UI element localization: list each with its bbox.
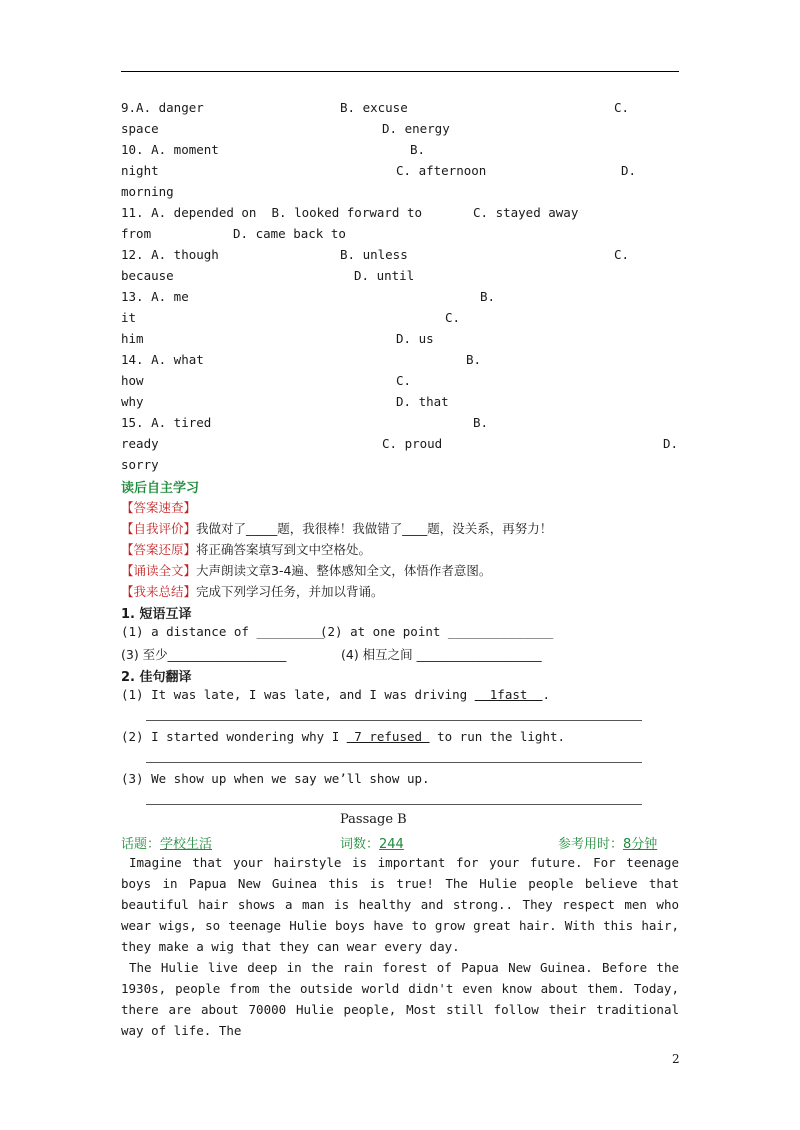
recite-text: 大声朗读文章3-4遍、整体感知全文，体悟作者意图。 (196, 563, 492, 578)
q14-c-text: why (121, 394, 144, 409)
word-count (340, 833, 404, 852)
topic-label: 话题： (121, 837, 161, 852)
header-rule (121, 71, 679, 72)
q12-c-text: because (121, 268, 174, 283)
q13-b: B. (480, 289, 496, 304)
passage-body (121, 852, 679, 1041)
sentence-2 (121, 729, 565, 744)
q14-b: B. (466, 352, 482, 367)
phrase-2: (2) at one point ______________ (320, 624, 554, 639)
part1-title: 1. 短语互译 (121, 607, 192, 622)
topic (121, 833, 212, 852)
q10-b: B. (410, 142, 426, 157)
q12-d: D. until (354, 268, 415, 283)
q9-c-text: space (121, 121, 159, 136)
q14-b-text: how (121, 373, 144, 388)
q15-b-text: ready (121, 436, 159, 451)
sentence-2-text: (2) I started wondering why I (121, 729, 347, 744)
self-eval-tag: 【自我评价】 (121, 521, 197, 536)
q11-c-text: from (121, 226, 152, 241)
self-eval-text: 我做对了_____题，我很棒！我做错了____题，没关系，再努力！ (196, 521, 553, 536)
q12-c: C. (614, 247, 630, 262)
q11-d: D. came back to (233, 226, 346, 241)
summary-text: 完成下列学习任务，并加以背诵。 (196, 584, 384, 599)
q10-d: D. (621, 163, 637, 178)
recite-row (121, 561, 491, 579)
sentence-1-text: (1) It was late, I was late, and I was driving (121, 687, 475, 702)
topic-value: 学校生活 (160, 837, 213, 852)
q14-c: C. (396, 373, 412, 388)
part2-title: 2. 佳句翻译 (121, 670, 192, 685)
answer-check-tag: 【答案速查】 (121, 500, 197, 515)
q11-ab: 11. A. depended on B. looked forward to (121, 205, 423, 220)
q10-a: 10. A. moment (121, 142, 219, 157)
sentence-1-answer: 1fast (474, 687, 543, 702)
q10-c: C. afternoon (396, 163, 487, 178)
q13-b-text: it (121, 310, 137, 325)
q13-a: 13. A. me (121, 289, 189, 304)
translation-line-3 (146, 804, 642, 805)
sentence-2-answer: 7 refused (346, 729, 430, 744)
passage-paragraph-2: The Hulie live deep in the rain forest of Papua New Guinea. Before the 1930s, people from the outside world didn't even know about them. Today, there are about 70000 Hulie people, Most still follow their traditional way of life. The (121, 960, 679, 1038)
recite-tag: 【诵读全文】 (121, 563, 197, 578)
page-number: 2 (672, 1052, 680, 1066)
q14-d: D. that (396, 394, 449, 409)
q12-a: 12. A. though (121, 247, 219, 262)
translation-line-1 (146, 720, 642, 721)
q10-b-text: night (121, 163, 159, 178)
answer-check-row (121, 498, 196, 516)
q11-c: C. stayed away (473, 205, 579, 220)
phrase-3: (3) 至少___________________ (121, 647, 287, 662)
summary-row (121, 582, 384, 600)
word-count-value: 244 (379, 837, 404, 852)
q9-a: 9.A. danger (121, 100, 204, 115)
q10-d-text: morning (121, 184, 174, 199)
translation-line-2 (146, 762, 642, 763)
q15-a: 15. A. tired (121, 415, 212, 430)
passage-b-title: Passage B (340, 812, 407, 827)
summary-tag: 【我来总结】 (121, 584, 197, 599)
reading-time-label: 参考用时： (558, 837, 624, 852)
word-count-label: 词数： (340, 837, 380, 852)
q9-d: D. energy (382, 121, 450, 136)
q13-c: C. (445, 310, 461, 325)
q9-c: C. (614, 100, 630, 115)
section-title: 读后自主学习 (121, 481, 200, 496)
answer-restore-tag: 【答案还原】 (121, 542, 197, 557)
self-eval-row (121, 519, 552, 537)
phrase-4: (4) 相互之间 ____________________ (341, 647, 542, 662)
q12-b: B. unless (340, 247, 408, 262)
sentence-2-end: to run the light. (429, 729, 566, 744)
sentence-1 (121, 687, 550, 702)
reading-time (558, 833, 657, 852)
sentence-1-end: . (542, 687, 550, 702)
reading-time-value: 8分钟 (623, 837, 658, 852)
q15-d: D. (663, 436, 679, 451)
q13-c-text: him (121, 331, 144, 346)
q15-c: C. proud (382, 436, 443, 451)
phrase-1: (1) a distance of _________ (121, 624, 325, 639)
passage-paragraph-1: Imagine that your hairstyle is important for your future. For teenage boys in Papua New Guinea this is true! The Hulie people believe that beautiful hair shows a man is healthy and strong.. They respect men who wear wigs, so teenage Hulie boys have to grow great hair. With this hair, they make a wig that they can wear every day. (121, 855, 679, 954)
q13-d: D. us (396, 331, 434, 346)
q15-b: B. (473, 415, 489, 430)
q9-b: B. excuse (340, 100, 408, 115)
sentence-3: (3) We show up when we say we’ll show up. (121, 771, 430, 786)
q14-a: 14. A. what (121, 352, 204, 367)
answer-restore-row (121, 540, 371, 558)
answer-restore-text: 将正确答案填写到文中空格处。 (196, 542, 372, 557)
q15-d-text: sorry (121, 457, 159, 472)
